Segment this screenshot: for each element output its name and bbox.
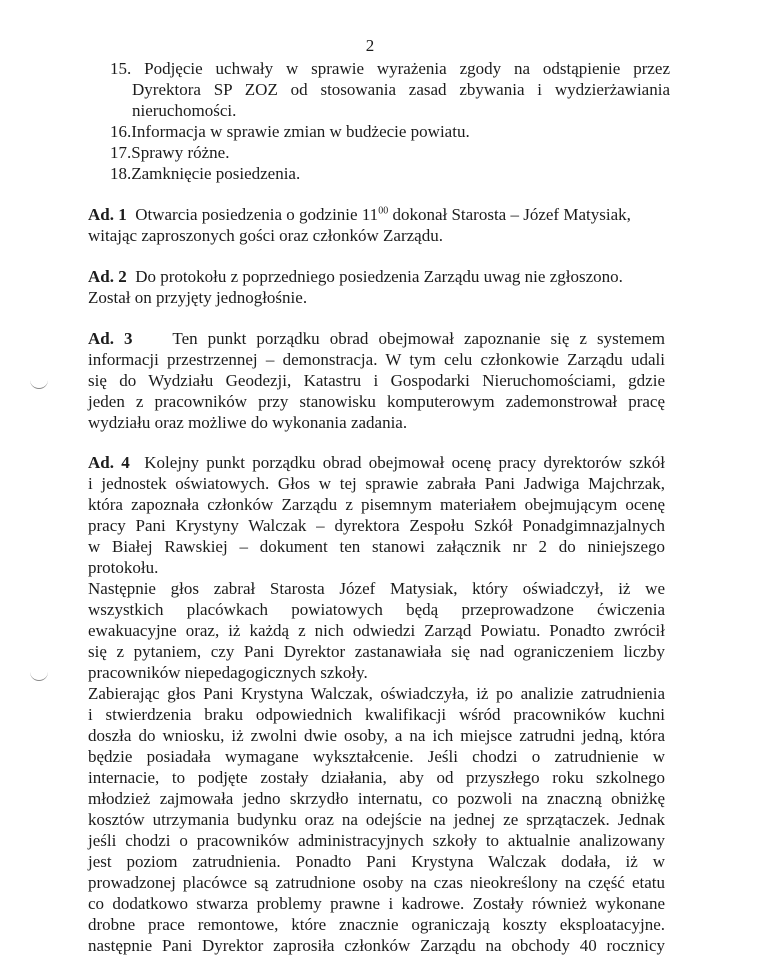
ad-1-paragraph bbox=[88, 204, 665, 246]
paragraph-line: jeden z pracowników przy stanowisku komputerowym zademonstrował pracę bbox=[88, 392, 665, 411]
agenda-item-line: 15. Podjęcie uchwały w sprawie wyrażenia zgody na odstąpienie przez bbox=[110, 59, 670, 78]
agenda-item-line: Dyrektora SP ZOZ od stosowania zasad zbywania i wydzierżawiania bbox=[132, 80, 670, 99]
paragraph-line: wydziału oraz możliwe do wykonania zadania. bbox=[88, 413, 408, 432]
paragraph-line bbox=[88, 204, 665, 225]
paragraph-line: kosztów utrzymania budynku oraz na odejście na jednej ze sprzątaczek. Jednak bbox=[88, 810, 665, 829]
ad-label: Ad. 2 bbox=[88, 267, 127, 286]
paragraph-line: doszła do wniosku, iż zwolni dwie osoby, a na ich miejsce zatrudni jedną, która bbox=[88, 726, 665, 745]
paragraph-line bbox=[88, 452, 665, 473]
paragraph-line: jeśli chodzi o pracowników administracyjnych szkoły to aktualnie analizowany bbox=[88, 831, 665, 850]
agenda-item-15 bbox=[110, 58, 670, 121]
agenda-item-line: nieruchomości. bbox=[132, 101, 237, 120]
paragraph-line: w Białej Rawskiej – dokument ten stanowi załącznik nr 2 do niniejszego bbox=[88, 537, 665, 556]
margin-hole-mark bbox=[30, 670, 48, 681]
paragraph-text: Otwarcia posiedzenia o godzinie 11 bbox=[135, 205, 379, 224]
paragraph-line: która zapoznała członków Zarządu z pisemnym materiałem obejmującym ocenę bbox=[88, 495, 665, 514]
paragraph-line: ewakuacyjne oraz, iż każdą z nich odwiedzi Zarząd Powiatu. Ponadto zwrócił bbox=[88, 621, 665, 640]
agenda-list bbox=[110, 58, 670, 184]
paragraph-line: Następnie głos zabrał Starosta Józef Matysiak, który oświadczył, iż we bbox=[88, 579, 665, 598]
paragraph-line: się do Wydziału Geodezji, Katastru i Gospodarki Nieruchomościami, gdzie bbox=[88, 371, 665, 390]
paragraph-text: Ten punkt porządku obrad obejmował zapoznanie się z systemem bbox=[172, 329, 665, 348]
paragraph-line: prowadzonej placówce są zatrudnione osoby na czas nieokreślony na część etatu bbox=[88, 873, 665, 892]
page-number: 2 bbox=[365, 36, 375, 55]
ad-3-paragraph bbox=[88, 328, 665, 433]
paragraph-line bbox=[88, 266, 665, 287]
paragraph-line: Został on przyjęty jednogłośnie. bbox=[88, 288, 308, 307]
ad-label: Ad. 4 bbox=[88, 453, 130, 472]
paragraph-line: informacji przestrzennej – demonstracja. W tym celu członkowie Zarządu udali bbox=[88, 350, 665, 369]
paragraph-line: następnie Pani Dyrektor zaprosiła członków Zarządu na obchody 40 rocznicy bbox=[88, 936, 665, 955]
paragraph-line: drobne prace remontowe, które znacznie ograniczają koszty eksploatacyjne. bbox=[88, 915, 665, 934]
margin-hole-mark bbox=[30, 378, 48, 389]
paragraph-line: Zabierając głos Pani Krystyna Walczak, oświadczyła, iż po analizie zatrudnienia bbox=[88, 684, 665, 703]
time-superscript: 00 bbox=[378, 205, 389, 217]
ad-label: Ad. 1 bbox=[88, 205, 127, 224]
ad-label: Ad. 3 bbox=[88, 329, 133, 348]
agenda-item-16 bbox=[110, 121, 670, 142]
agenda-item-line: 17.Sprawy różne. bbox=[110, 143, 230, 162]
paragraph-line: jest poziom zatrudnienia. Ponadto Pani Krystyna Walczak dodała, iż w bbox=[88, 852, 665, 871]
paragraph-line: wszystkich placówkach powiatowych będą przeprowadzone ćwiczenia bbox=[88, 600, 665, 619]
paragraph-line: witając zaproszonych gości oraz członków Zarządu. bbox=[88, 226, 443, 245]
agenda-item-line: 18.Zamknięcie posiedzenia. bbox=[110, 164, 301, 183]
paragraph-line: będzie posiadała wymagane wykształcenie. Jeśli chodzi o zatrudnienie w bbox=[88, 747, 665, 766]
ad-4-paragraph bbox=[88, 452, 665, 956]
paragraph-text: Do protokołu z poprzedniego posiedzenia Zarządu uwag nie zgłoszono. bbox=[135, 267, 623, 286]
paragraph-line: internacie, to podjęte zostały działania, aby od przyszłego roku szkolnego bbox=[88, 768, 665, 787]
ad-2-paragraph bbox=[88, 266, 665, 308]
paragraph-line: się z pytaniem, czy Pani Dyrektor zastanawiała się nad ograniczeniem liczby bbox=[88, 642, 665, 661]
paragraph-line: młodzież zajmowała jedno skrzydło internatu, co pozwoli na znaczną obniżkę bbox=[88, 789, 665, 808]
paragraph-line: pracy Pani Krystyny Walczak – dyrektora Zespołu Szkół Ponadgimnazjalnych bbox=[88, 516, 665, 535]
paragraph-line: protokołu. bbox=[88, 558, 159, 577]
paragraph-line: i stwierdzenia braku odpowiednich kwalifikacji wśród pracowników kuchni bbox=[88, 705, 665, 724]
paragraph-text: Kolejny punkt porządku obrad obejmował ocenę pracy dyrektorów szkół bbox=[144, 453, 665, 472]
agenda-item-line: 16.Informacja w sprawie zmian w budżecie powiatu. bbox=[110, 122, 470, 141]
agenda-item-17 bbox=[110, 142, 670, 163]
paragraph-line: co dodatkowo stwarza problemy prawne i kadrowe. Zostały również wykonane bbox=[88, 894, 665, 913]
paragraph-text: dokonał Starosta – Józef Matysiak, bbox=[388, 205, 631, 224]
paragraph-line bbox=[88, 328, 665, 349]
agenda-item-18 bbox=[110, 163, 670, 184]
paragraph-line: pracowników niepedagogicznych szkoły. bbox=[88, 663, 368, 682]
paragraph-line: i jednostek oświatowych. Głos w tej sprawie zabrała Pani Jadwiga Majchrzak, bbox=[88, 474, 665, 493]
